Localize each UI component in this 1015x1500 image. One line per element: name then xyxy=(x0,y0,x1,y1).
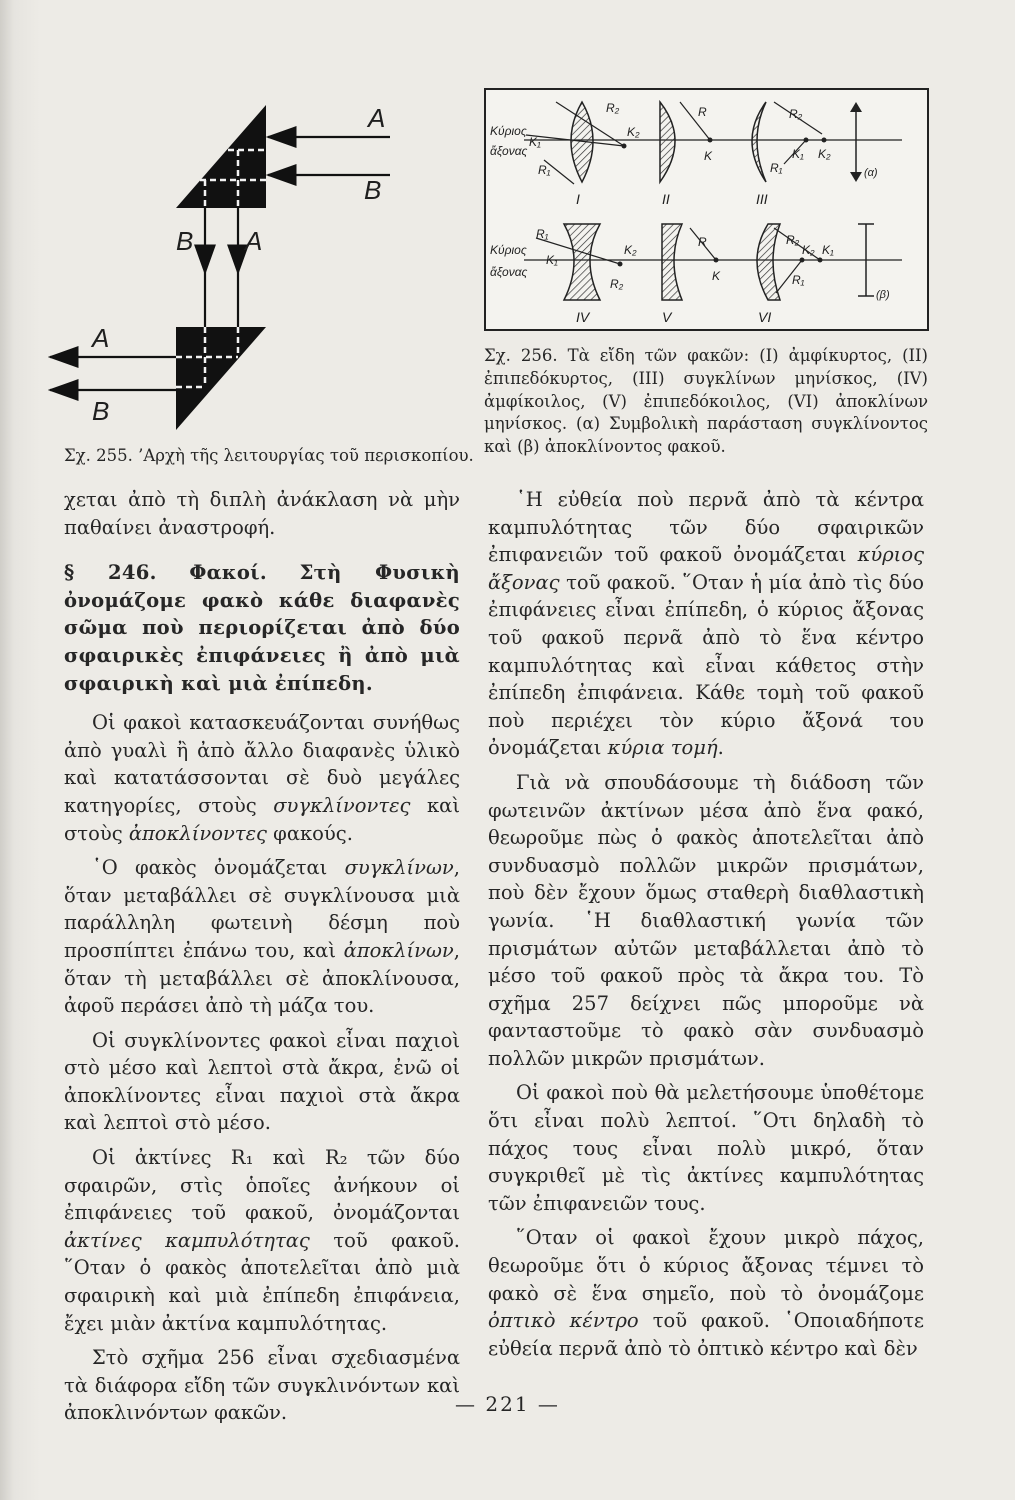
lens-v-r: R xyxy=(698,235,707,249)
lens-iv-k1: K₁ xyxy=(546,253,558,267)
section-title: Φακοί. xyxy=(189,561,267,585)
right-para-1: ῾Η εὐθεία ποὺ περνᾶ ἀπὸ τὰ κέντρα καμπυλότητας τῶν δύο σφαιρικῶν ἐπιφανειῶν τοῦ φακοῦ ὀνομάζεται κύριος ἄξονας τοῦ φακοῦ. ῞Οταν ἡ μία ἀπὸ τὶς δύο ἐπιφάνειες εἶναι ἐπίπεδη, ὁ κύριος ἄξονας τοῦ φακοῦ περνᾶ ἀπὸ τὸ ἕνα κέντρο καμπυλότητας καὶ εἶναι κάθετος στὴν ἐπίπεδη ἐπιφάνεια. Κάθε τομὴ τοῦ φακοῦ ποὺ περιέχει τὸν κύριο ἄξονά του ὀνομάζεται κύρια τομή. xyxy=(488,488,924,760)
section-definition: Στὴ Φυσικὴ ὀνομάζομε φακὸ κάθε διαφανὲς σῶμα ποὺ περιορίζεται ἀπὸ δύο σφαιρικὲς ἐπιφάνειες ἢ ἀπὸ μιὰ σφαιρικὴ καὶ μιὰ ἐπίπεδη. xyxy=(64,561,461,695)
lens-vi-r2: R₂ xyxy=(786,233,800,247)
right-para-4: ῞Οταν οἱ φακοὶ ἔχουν μικρὸ πάχος, θεωροῦμε ὅτι ὁ κύριος ἄξονας τέμνει τὸ φακὸ σὲ ἕνα σημεῖο, ποὺ τὸ ὀνομάζομε ὀπτικὸ κέντρο τοῦ φακοῦ. ῾Οποιαδήποτε εὐθεία περνᾶ ἀπὸ τὸ ὀπτικὸ κέντρο καὶ δὲν xyxy=(488,1226,924,1360)
lens-types-figure xyxy=(484,88,929,331)
label-b-bottom: B xyxy=(92,396,110,426)
lens-iii-r1: R₁ xyxy=(770,161,783,175)
section-number: § 246. xyxy=(64,561,157,585)
right-para-3: Οἱ φακοὶ ποὺ θὰ μελετήσουμε ὑποθέτομε ὅτι εἶναι πολὺ λεπτοί. ῞Οτι δηλαδὴ τὸ πάχος τους εἶναι πολὺ μικρό, ὅταν συγκριθεῖ μὲ τὶς ἀκτίνες καμπυλότητας τῶν ἐπιφανειῶν τους. xyxy=(488,1081,924,1215)
left-column xyxy=(64,486,460,1434)
left-para-1: Οἱ φακοὶ κατασκευάζονται συνήθως ἀπὸ γυαλὶ ἢ ἀπὸ ἄλλο διαφανὲς ὑλικὸ καὶ κατατάσσονται σὲ δυὸ μεγάλες κατηγορίες, στοὺς συγκλίνοντες καὶ στοὺς ἀποκλίνοντες φακούς. xyxy=(64,711,460,845)
page-number: — 221 — xyxy=(455,1392,560,1416)
lens-i-k1: K₁ xyxy=(529,135,541,149)
right-para-2: Γιὰ νὰ σπουδάσουμε τὴ διάδοση τῶν φωτεινῶν ἀκτίνων μέσα ἀπὸ ἕνα φακό, θεωροῦμε πὼς ὁ φακὸς ἀποτελεῖται ἀπὸ συνδυασμὸ πολλῶν μικρῶν πρισμάτων, ποὺ δὲν ἔχουν ὅμως σταθερὴ διαθλαστικὴ γωνία. ῾Η διαθλαστική γωνία τῶν πρισμάτων αὐτῶν μεταβάλλεται ἀπὸ τὸ μέσο τοῦ φακοῦ πρὸς τὰ ἄκρα του. Τὸ σχῆμα 257 δείχνει πῶς μποροῦμε νὰ φανταστοῦμε τὸ φακὸ σὰν συνδυασμὸ πολλῶν μικρῶν πρισμάτων. xyxy=(488,770,924,1070)
label-roman-iii: III xyxy=(756,191,768,207)
axis-label-top-2: ἄξονας xyxy=(490,144,528,158)
label-alpha: (α) xyxy=(864,167,878,179)
lens-iii-k2: K₂ xyxy=(818,147,831,161)
right-column xyxy=(488,486,924,1369)
lens-iv-r2: R₂ xyxy=(610,277,624,291)
lens-iii-r2: R₂ xyxy=(789,107,803,121)
lens-vi-r1: R₁ xyxy=(792,273,805,287)
label-roman-vi: VI xyxy=(758,309,772,325)
periscope-figure xyxy=(40,95,460,435)
left-para-0: χεται ἀπὸ τὴ διπλὴ ἀνάκλαση νὰ μὴν παθαίνει ἀναστροφή. xyxy=(64,488,460,539)
axis-label-bot-2: ἄξονας xyxy=(490,265,528,279)
axis-label-bot-1: Κύριος xyxy=(490,243,527,257)
left-para-2: ῾Ο φακὸς ὀνομάζεται συγκλίνων, ὅταν μεταβάλλει σὲ συγκλίνουσα μιὰ παράλληλη φωτεινὴ δέσμη ποὺ προσπίπτει ἐπάνω του, καὶ ἀποκλίνων, ὅταν τὴ μεταβάλλει σὲ ἀποκλίνουσα, ἀφοῦ περάσει ἀπὸ τὴ μάζα του. xyxy=(64,856,460,1018)
left-para-4: Οἱ ἀκτίνες R₁ καὶ R₂ τῶν δύο σφαιρῶν, στὶς ὁποῖες ἀνήκουν οἱ ἐπιφάνειες τοῦ φακοῦ, ὀνομάζονται ἀκτίνες καμπυλότητας τοῦ φακοῦ. ῞Οταν ὁ φακὸς ἀποτελεῖται ἀπὸ μιὰ σφαιρικὴ καὶ μιὰ ἐπίπεδη ἐπιφάνεια, ἔχει μιὰν ἀκτίνα καμπυλότητας. xyxy=(64,1146,460,1335)
label-roman-ii: II xyxy=(662,191,670,207)
label-a-mid: A xyxy=(245,226,263,256)
label-roman-i: I xyxy=(576,191,580,207)
label-beta: (β) xyxy=(876,289,890,301)
figure-256-caption: Σχ. 256. Τὰ εἴδη τῶν φακῶν: (I) ἀμφίκυρτος, (II) ἐπιπεδόκυρτος, (III) συγκλίνων μηνίσκος, (IV) ἀμφίκοιλος, (V) ἐπιπεδόκοιλος, (VI) ἀποκλίνων μηνίσκος. (α) Συμβολικὴ παράσταση συγκλίνοντος καὶ (β) ἀποκλίνοντος φακοῦ. xyxy=(484,346,928,457)
label-a-top: A xyxy=(368,103,386,133)
label-b-mid: B xyxy=(176,226,194,256)
lens-ii-k: K xyxy=(704,149,713,163)
lens-vi-k1: K₁ xyxy=(822,243,834,257)
lens-i-r1: R₁ xyxy=(538,163,551,177)
lens-ii-r: R xyxy=(698,105,707,119)
axis-label-top-1: Κύριος xyxy=(490,124,527,138)
figure-255-caption: Σχ. 255. ’Αρχὴ τῆς λειτουργίας τοῦ περισκοπίου. xyxy=(64,446,474,465)
label-b-top: B xyxy=(364,175,382,205)
lens-i-r2: R₂ xyxy=(606,101,620,115)
upper-prism xyxy=(176,105,266,208)
lens-vi-k2: K₂ xyxy=(802,243,815,257)
section-246-heading xyxy=(64,559,460,697)
lens-i-k2: K₂ xyxy=(627,125,640,139)
lens-iv-r1: R₁ xyxy=(536,227,549,241)
lens-v-k: K xyxy=(712,269,721,283)
left-para-5: Στὸ σχῆμα 256 εἶναι σχεδιασμένα τὰ διάφορα εἴδη τῶν συγκλινόντων καὶ ἀποκλινόντων φακῶν. xyxy=(64,1346,460,1425)
label-roman-iv: IV xyxy=(576,309,590,325)
left-para-3: Οἱ συγκλίνοντες φακοὶ εἶναι παχιοὶ στὸ μέσο καὶ λεπτοὶ στὰ ἄκρα, ἐνῶ οἱ ἀποκλίνοντες εἶναι παχιοὶ στὰ ἄκρα καὶ λεπτοὶ στὸ μέσο. xyxy=(64,1028,460,1135)
lens-iii-k1: K₁ xyxy=(792,147,804,161)
lower-prism xyxy=(176,327,266,430)
label-roman-v: V xyxy=(662,309,672,325)
label-a-bottom: A xyxy=(92,323,110,353)
lens-iv-k2: K₂ xyxy=(624,243,637,257)
